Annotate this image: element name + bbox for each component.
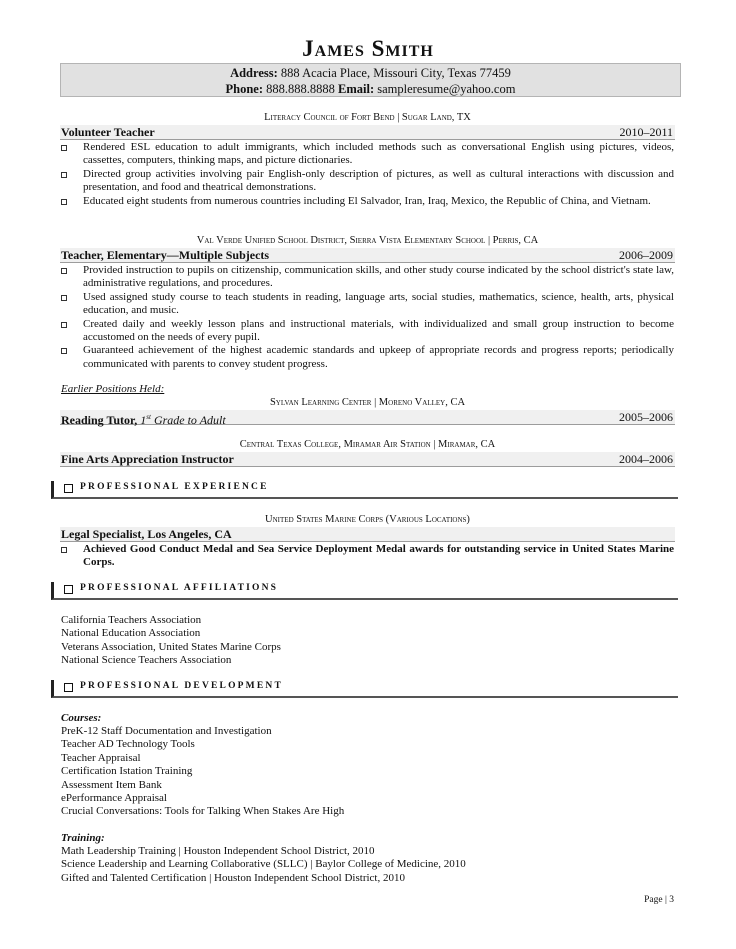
job-title-part: st [146,413,151,421]
bullet-text: Achieved Good Conduct Medal and Sea Service Deployment Medal awards for outstanding service in United States Marine Corps. [83,543,674,569]
bullet-text: Created daily and weekly lesson plans and instructional materials, with individualized and small group instruction to become accustomed on the needs of every pupil. [83,317,674,344]
job-title-part: Grade to Adult [150,413,226,427]
square-bullet-icon [61,322,67,328]
job-row-arts [60,452,675,467]
bullet-text: Directed group activities involving pair English-only description of pictures, as well as cultural interactions with discussion and presentation, and food and theatrical demonstrations. [83,167,674,194]
email-label: Email: [338,82,375,96]
bullet-text: Rendered ESL education to adult immigrants, which included methods such as conversational English using pictures, videos, cassettes, computers, thinking maps, and picture dictionaries. [83,141,674,167]
list-item: Certification Istation Training [61,765,193,778]
page-number: Page | 3 [644,895,674,905]
job-title-part: Reading Tutor, [61,413,141,427]
list-item [60,291,674,318]
job-dates: 2006–2009 [619,248,673,262]
list-item: ePerformance Appraisal [61,792,167,805]
contact-box [60,63,681,97]
section-title: PROFESSIONAL AFFILIATIONS [80,583,279,593]
square-bullet-icon [61,547,67,553]
list-item: National Education Association [61,627,201,640]
bullet-text: Educated eight students from numerous countries including El Salvador, Iran, Iraq, Mexico, the Republic of China, and Vietnam. [83,194,651,207]
list-item: Teacher Appraisal [61,751,141,764]
list-item [60,344,674,371]
training-label: Training: [61,832,105,844]
courses-label: Courses: [61,712,102,724]
volunteer-bullets [60,141,674,208]
courses-list [61,725,344,819]
square-bullet-icon [61,199,67,205]
bullet-text: Guaranteed achievement of the highest academic standards and upkeep of appropriate records and progress reports; periodically communicated with parents to convey student progress. [83,344,674,370]
square-bullet-icon [61,145,67,151]
list-item: California Teachers Association [61,614,202,626]
list-item [60,318,674,345]
phone-line [61,81,680,97]
phone-value: 888.888.8888 [266,82,335,96]
job-dates: 2005–2006 [619,410,673,424]
list-item: Veterans Association, United States Marine Corps [61,640,281,653]
bullet-text: Provided instruction to pupils on citizenship, communication skills, and other study course indicated by the school district's state law, administrative regulations, and procedures. [83,264,674,290]
teacher-bullets [60,264,674,371]
org-val-verde: Val Verde Unified School District, Sierra Vista Elementary School | Perris, CA [196,235,539,246]
square-bullet-icon [61,348,67,354]
earlier-positions-label: Earlier Positions Held: [61,383,165,395]
job-title-part: 1 [140,413,147,427]
bullet-text: Used assigned study course to teach students in reading, language arts, social studies, mathematics, science, health, arts, physical education, and music. [83,290,674,317]
org-literacy-council: Literacy Council of Fort Bend | Sugar Land, TX [264,112,471,123]
section-header-affiliations [51,582,678,600]
square-bullet-icon [61,295,67,301]
job-title: Teacher, Elementary—Multiple Subjects [61,248,270,262]
list-item: Science Leadership and Learning Collaborative (SLLC) | Baylor College of Medicine, 2010 [61,858,466,871]
square-bullet-icon [61,268,67,274]
experience-bullets [60,543,674,570]
section-title: PROFESSIONAL DEVELOPMENT [80,681,283,691]
job-title: Legal Specialist, Los Angeles, CA [61,527,232,541]
list-item: Math Leadership Training | Houston Independent School District, 2010 [61,845,375,857]
list-item [60,543,674,570]
job-title [61,410,226,427]
section-header-experience [51,481,678,499]
list-item: Teacher AD Technology Tools [61,738,195,751]
checkbox-square-icon [64,683,73,692]
list-item: Assessment Item Bank [61,778,162,791]
org-sylvan: Sylvan Learning Center | Moreno Valley, CA [269,397,466,408]
org-marine-corps: United States Marine Corps (Various Locations) [265,514,470,525]
job-row-volunteer [60,125,675,140]
job-title: Fine Arts Appreciation Instructor [61,452,234,466]
job-title: Volunteer Teacher [61,125,155,139]
address-label: Address: [230,66,278,80]
job-dates: 2004–2006 [619,452,673,466]
checkbox-square-icon [64,585,73,594]
list-item [60,195,674,208]
list-item: PreK-12 Staff Documentation and Investigation [61,725,272,737]
affiliations-list [61,614,281,668]
checkbox-square-icon [64,484,73,493]
section-header-development [51,680,678,698]
phone-label: Phone: [225,82,264,96]
job-row-teacher [60,248,675,263]
job-dates: 2010–2011 [619,125,673,139]
list-item [60,264,674,291]
list-item [60,168,674,195]
list-item [60,141,674,168]
training-list [61,845,466,885]
email-value: sampleresume@yahoo.com [377,82,516,96]
candidate-name: James Smith [302,36,434,61]
square-bullet-icon [61,172,67,178]
list-item: National Science Teachers Association [61,654,232,667]
address-line [61,65,680,81]
org-central-texas: Central Texas College, Miramar Air Station | Miramar, CA [239,439,496,450]
list-item: Gifted and Talented Certification | Houston Independent School District, 2010 [61,871,405,884]
address-value: 888 Acacia Place, Missouri City, Texas 77459 [280,66,511,80]
section-title: PROFESSIONAL EXPERIENCE [80,482,269,492]
job-row-tutor [60,410,675,425]
list-item: Crucial Conversations: Tools for Talking When Stakes Are High [61,805,345,818]
job-row-legal [60,527,675,542]
